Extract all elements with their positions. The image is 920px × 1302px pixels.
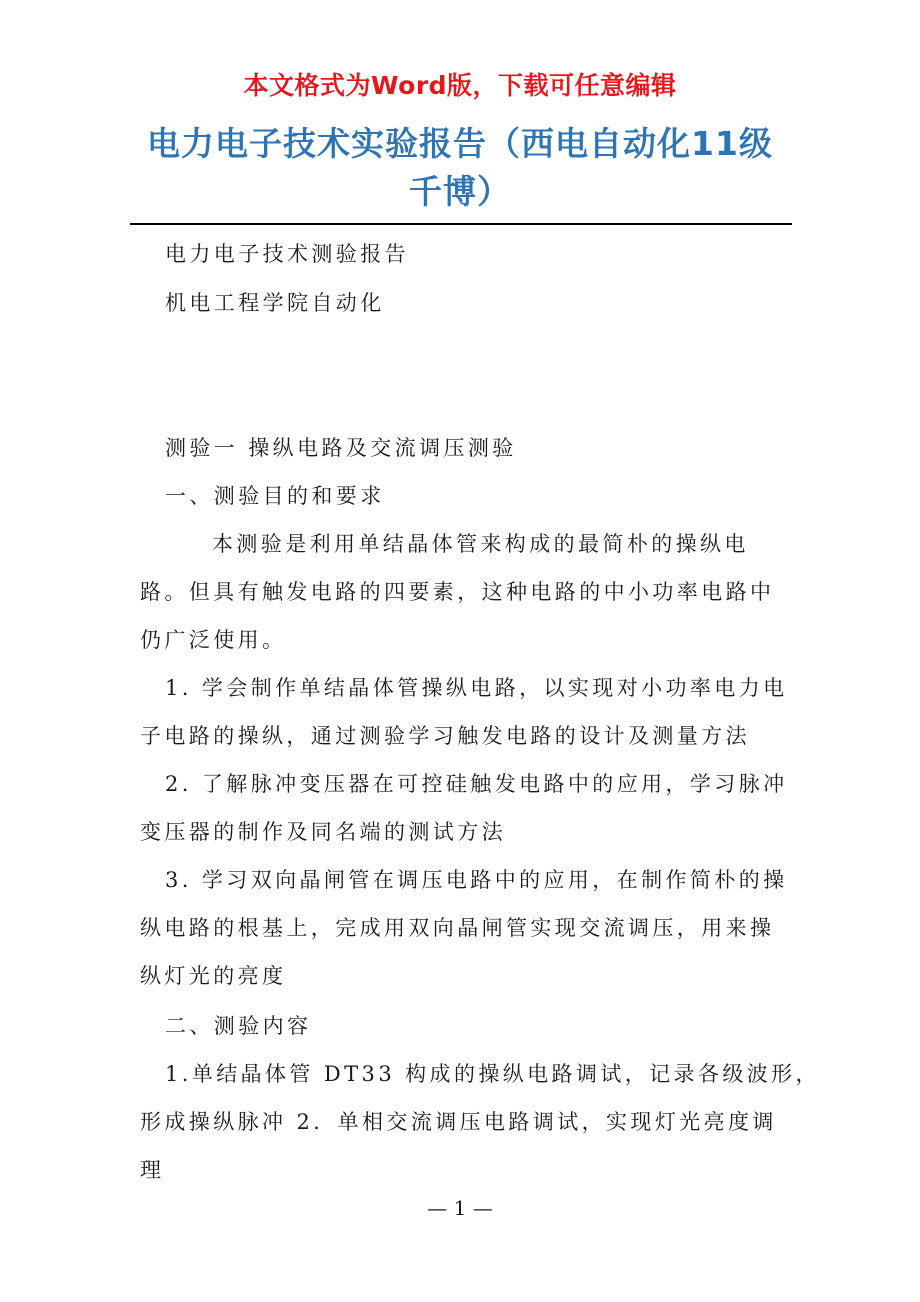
document-title [120, 120, 800, 216]
list-item-3-line-1: 3. 学习双向晶闸管在调压电路中的应用，在制作简朴的操 [165, 868, 788, 892]
body-line-school: 机电工程学院自动化 [165, 291, 385, 315]
title-divider [130, 223, 792, 225]
content-line-3: 理 [140, 1158, 165, 1182]
body-line-intro-3: 仍广泛使用。 [140, 628, 287, 652]
document-title-line-1: 电力电子技术实验报告（西电自动化11级 [147, 124, 773, 163]
body-line-intro-1: 本测验是利用单结晶体管来构成的最简朴的操纵电 [212, 532, 749, 556]
page-number: — 1 — [427, 1196, 493, 1220]
format-notice: 本文格式为Word版，下载可任意编辑 [243, 71, 677, 100]
body-line-report-name: 电力电子技术测验报告 [165, 242, 409, 266]
list-item-2-line-2: 变压器的制作及同名端的测试方法 [140, 820, 506, 844]
section-heading-content: 二、测验内容 [165, 1014, 312, 1038]
body-line-intro-2: 路。但具有触发电路的四要素，这种电路的中小功率电路中 [140, 580, 775, 604]
list-item-3-line-3: 纵灯光的亮度 [140, 964, 287, 988]
list-item-3-line-2: 纵电路的根基上，完成用双向晶闸管实现交流调压，用来操 [140, 916, 775, 940]
document-title-line-2: 千博） [409, 172, 511, 211]
list-item-2-line-1: 2. 了解脉冲变压器在可控硅触发电路中的应用，学习脉冲 [165, 772, 788, 796]
body-line-experiment-title: 测验一 操纵电路及交流调压测验 [165, 436, 517, 460]
list-item-1-line-2: 子电路的操纵，通过测验学习触发电路的设计及测量方法 [140, 724, 750, 748]
content-line-1: 1.单结晶体管 DT33 构成的操纵电路调试，记录各级波形， [165, 1062, 820, 1086]
list-item-1-line-1: 1. 学会制作单结晶体管操纵电路，以实现对小功率电力电 [165, 676, 788, 700]
section-heading-purpose: 一、测验目的和要求 [165, 484, 385, 508]
content-line-2: 形成操纵脉冲 2．单相交流调压电路调试，实现灯光亮度调 [140, 1110, 777, 1134]
